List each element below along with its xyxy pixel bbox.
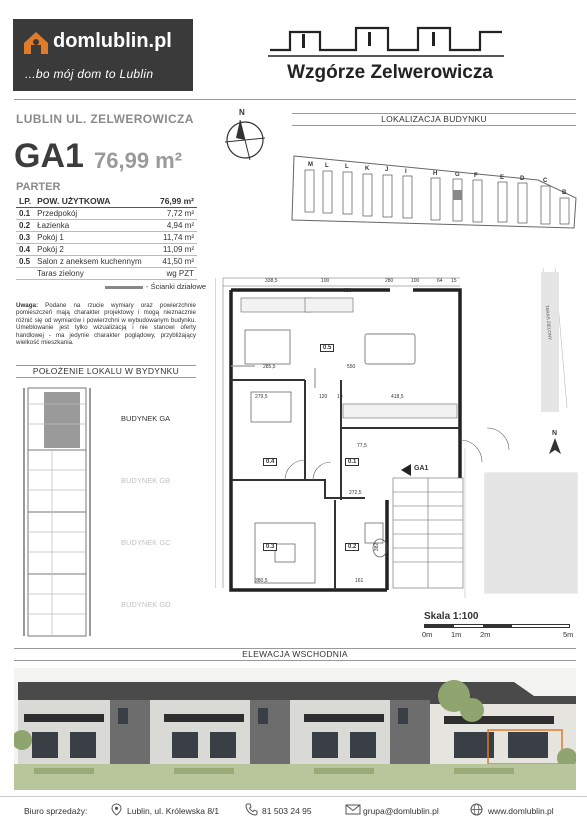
street-address: LUBLIN UL. ZELWEROWICZA [16,112,194,126]
position-section-title: POŁOŻENIE LOKALU W BYDYNKU [16,365,196,378]
compass-label: N [239,108,245,117]
building-outline-icon [22,384,92,644]
col-no: LP. [16,195,34,208]
dim-label: 418,5 [391,394,404,400]
rooms-table-header [16,195,197,208]
room-name: Taras zielony [34,268,154,280]
unit-level: PARTER [16,181,61,193]
dim-label: 100 [321,278,330,284]
footer-email[interactable]: grupa@domlublin.pl [363,806,439,816]
dim-label: 10 [337,394,343,400]
table-row [16,232,197,244]
dim-label: 550 [347,364,356,370]
map-column-d: D [520,176,525,182]
map-column-m: M [308,162,313,168]
brand-slogan: ...bo mój dom to Lublin [25,67,154,81]
map-column-c: C [543,178,548,184]
header-divider [14,99,576,100]
scale-mark: 0m [422,630,433,639]
room-area: wg PZT [154,268,197,280]
col-area: 76,99 m² [154,195,197,208]
elevation-section-title: ELEWACJA WSCHODNIA [14,648,576,661]
building-label-ga: BUDYNEK GA [121,414,171,423]
map-column-l: L [345,164,349,170]
room-no: 0.3 [16,232,34,244]
building-label-gd: BUDYNEK GD [121,600,171,609]
room-name: Łazienka [34,220,154,232]
map-column-b: B [562,190,567,196]
scale-label: Skala 1:100 [424,611,479,622]
plan-compass-label: N [552,430,558,437]
room-tag-03: 0.3 [263,543,277,551]
building-label-gb: BUDYNEK GB [121,476,171,485]
dim-label: 120 [319,394,328,400]
room-name: Przedpokój [34,208,154,220]
col-name: POW. UŻYTKOWA [34,195,154,208]
rooms-table [16,195,197,280]
partition-legend-swatch [105,286,143,289]
room-tag-04: 0.4 [263,458,277,466]
email-icon [345,803,361,816]
partition-legend-label: - Ścianki działowe [146,282,207,291]
compass [222,108,268,162]
room-no [16,268,34,280]
room-tag-02: 0.2 [345,543,359,551]
entry-label: GA1 [414,465,429,472]
dim-label: 77,5 [357,443,367,449]
scale-mark: 1m [451,630,462,639]
room-no: 0.1 [16,208,34,220]
map-column-h: H [433,171,438,177]
building-position-plan [22,384,92,644]
dim-label: 272,5 [349,490,362,496]
scale-mark: 5m [563,630,574,639]
dim-label: 338,5 [265,278,278,284]
location-section-title: LOKALIZACJA BUDYNKU [292,113,576,126]
table-row [16,268,197,280]
phone-icon [245,803,258,816]
footer-website[interactable]: www.domlublin.pl [488,806,554,816]
scale-bar-segment [483,625,512,627]
room-name: Pokój 1 [34,232,154,244]
table-row [16,220,197,232]
compass-icon [222,118,268,162]
map-column-k: K [365,166,370,172]
room-no: 0.5 [16,256,34,268]
brand-name: domlublin.pl [53,30,172,52]
room-tag-01: 0.1 [345,458,359,466]
house-icon [22,30,50,56]
project-logo-icon [268,24,504,60]
map-column-j: J [385,167,389,173]
terrace-label: TARAS ZIELONY [544,304,553,341]
room-name: Salon z aneksem kuchennym [34,256,154,268]
room-name: Pokój 2 [34,244,154,256]
dim-label: 161 [355,578,364,584]
table-row [16,208,197,220]
footer-phone: 81 503 24 95 [262,806,312,816]
room-area: 41,50 m² [154,256,197,268]
note-text: Podane na rzucie wymiary oraz powierzchnie pomieszczeń mają charakter projektowy i mogą nieznacznie różnić się od wymiarów i powierzchni w wybudowanym budynku. Umeblowanie jest tylko wizualizacją i nie stanowi oferty handlowej - ma jedynie charakter poglądowy, przybliżający wielkość mieszkania. [16,302,196,347]
dim-label: 382 [374,542,381,552]
site-map [288,150,578,230]
dim-label: 15 [451,278,457,284]
room-area: 7,72 m² [154,208,197,220]
map-column-f: F [474,173,478,179]
dim-label: 829 [343,288,352,294]
elevation-drawing-icon [14,668,576,790]
room-tag-05: 0.5 [320,344,334,352]
dim-label: 64 [437,278,443,284]
table-row [16,244,197,256]
footer [0,796,587,830]
map-column-e: E [500,175,505,181]
unit-area: 76,99 m² [94,148,183,173]
map-column-i: I [405,169,407,175]
footer-label: Biuro sprzedaży: [24,806,88,816]
scale-mark: 2m [480,630,491,639]
site-map-units-icon [288,150,578,230]
scale-bar [424,624,570,628]
dim-label: 380,5 [255,578,268,584]
plan-compass-icon [545,436,565,458]
note-label: Uwaga: [16,302,39,309]
globe-icon [470,803,483,816]
dim-label: 279,5 [255,394,268,400]
building-label-gc: BUDYNEK GC [121,538,171,547]
room-area: 11,74 m² [154,232,197,244]
map-column-g: G [455,172,460,178]
room-area: 4,94 m² [154,220,197,232]
logo [13,19,193,91]
elevation-image [14,668,576,790]
room-no: 0.2 [16,220,34,232]
unit-code: GA1 [14,137,84,175]
table-row [16,256,197,268]
dim-label: 285,5 [263,364,276,370]
floor-plan [215,268,580,598]
dim-label: 100 [411,278,420,284]
room-area: 11,09 m² [154,244,197,256]
location-pin-icon [110,803,123,816]
footer-address: Lublin, ul. Królewska 8/1 [127,806,220,816]
project-name: Wzgórze Zelwerowicza [287,62,493,83]
room-no: 0.4 [16,244,34,256]
scale-bar-segment [425,625,454,627]
dim-label: 280 [385,278,394,284]
disclaimer-note [16,302,196,346]
map-column-m2: L [325,163,329,169]
